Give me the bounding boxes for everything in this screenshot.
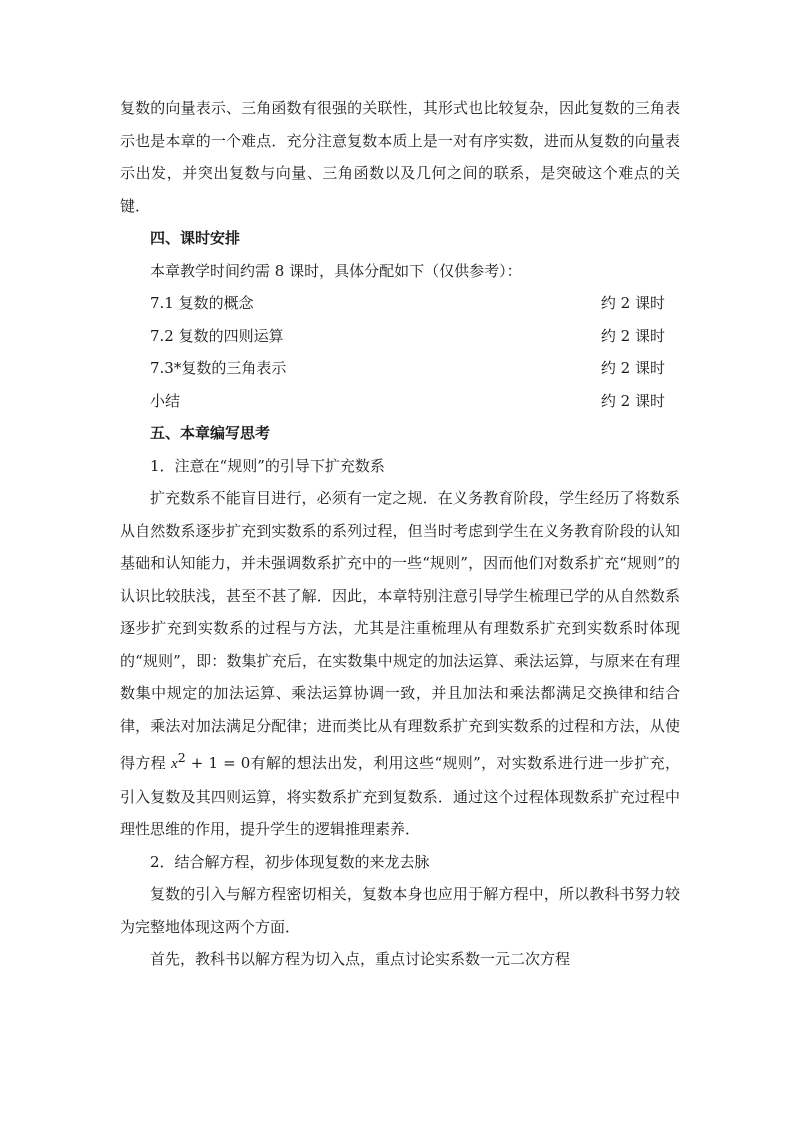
- schedule-row: [120, 385, 680, 418]
- point1-title: 1．注意在“规则”的引导下扩充数系: [150, 456, 385, 475]
- equation-variable: x: [171, 756, 178, 772]
- schedule-item: 7.1 复数的概念: [150, 294, 254, 312]
- schedule-row: [120, 352, 680, 385]
- intro-paragraph: 复数的向量表示、三角函数有很强的关联性，其形式也比较复杂，因此复数的三角表示也是本章的一个难点．充分注意复数本质上是一对有序实数，进而从复数的向量表示出发，并突出复数与向量、三角函数以及几何之间的联系，是突破这个难点的关键．: [120, 99, 680, 215]
- equation-rest: + 1 = 0: [185, 754, 251, 772]
- schedule-time: 约 2 课时: [600, 294, 665, 312]
- equation-exponent: 2: [177, 750, 186, 765]
- schedule-time: 约 2 课时: [600, 391, 665, 410]
- schedule-row: [120, 287, 680, 320]
- point2-paragraph-1: 复数的引入与解方程密切相关，复数本身也应用于解方程中，所以教科书努力较为完整地体现这两个方面．: [120, 885, 680, 936]
- schedule-item: 7.3*复数的三角表示: [150, 359, 287, 377]
- schedule-item: 小结: [150, 391, 181, 410]
- point1-text-before: 扩充数系不能盲目进行，必须有一定之规．在义务教育阶段，学生经历了将数系从自然数系逐步扩充到实数系的系列过程，但当时考虑到学生在义务教育阶段的认知基础和认知能力，并未强调数系扩充中的一些“规则”，因而他们对数系扩充“规则”的认识比较肤浅，甚至不甚了解．因此，本章特别注意引导学生梳理已学的从自然数系逐步扩充到实数系的过程与方法，尤其是注重梳理从有理数系扩充到实数系时体现的“规则”，即：数集扩充后，在实数集中规定的加法运算、乘法运算，与原来在有理数集中规定的加法运算、乘法运算协调一致，并且加法和乘法都满足交换律和结合律，乘法对加法满足分配律；进而类比从有理数系扩充到实数系的过程和方法，从使得方程: [120, 489, 680, 772]
- schedule-item: 7.2 复数的四则运算: [150, 326, 284, 345]
- section5-title: 五、本章编写思考: [150, 424, 271, 442]
- section4-intro: 本章教学时间约需 8 课时，具体分配如下（仅供参考）：: [150, 261, 522, 280]
- point1-paragraph: [120, 482, 680, 846]
- schedule-list: [120, 287, 680, 417]
- schedule-time: 约 2 课时: [600, 359, 665, 377]
- section4-title: 四、课时安排: [150, 229, 241, 247]
- point2-title: 2．结合解方程，初步体现复数的来龙去脉: [150, 852, 430, 871]
- schedule-row: [120, 320, 680, 353]
- schedule-time: 约 2 课时: [600, 326, 665, 345]
- point2-paragraph-2: 首先，教科书以解方程为切入点，重点讨论实系数一元二次方程: [150, 950, 571, 968]
- page-content: [120, 92, 680, 976]
- point1-text-after: 有解的想法出发，利用这些“规则”，对实数系进行进一步扩充，引入复数及其四则运算，将实数系扩充到复数系．通过这个过程体现数系扩充过程中理性思维的作用，提升学生的逻辑推理素养．: [120, 754, 680, 838]
